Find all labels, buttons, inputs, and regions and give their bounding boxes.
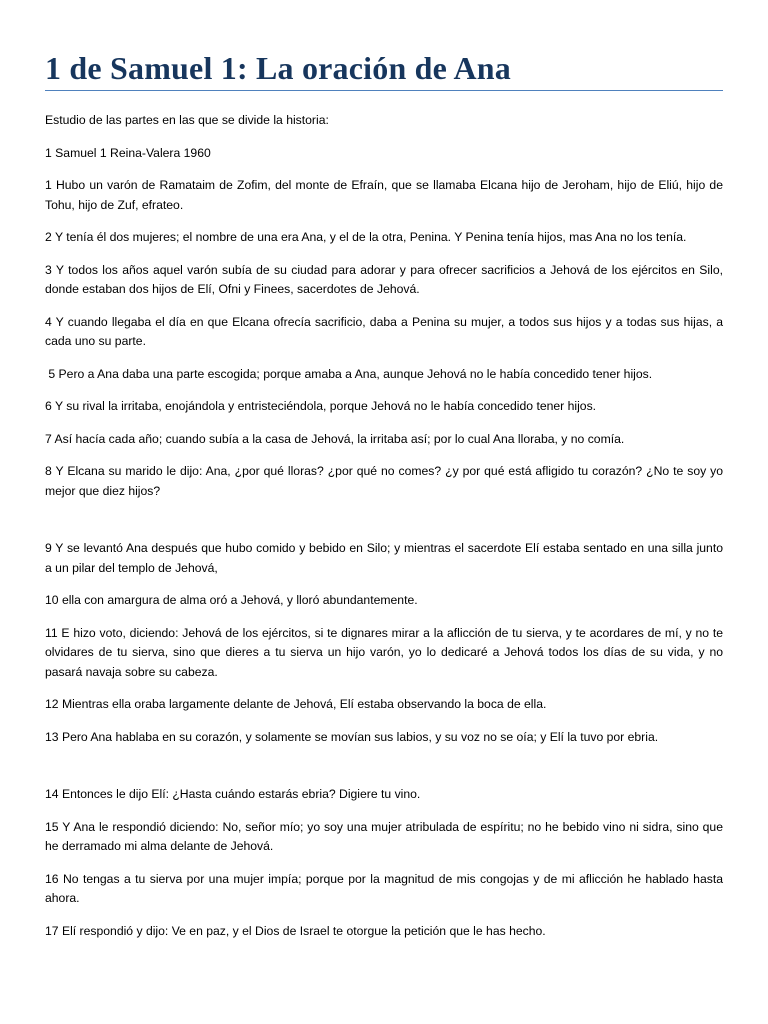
bible-version-line: 1 Samuel 1 Reina-Valera 1960 [45, 145, 211, 160]
verse-paragraph: 15 Y Ana le respondió diciendo: No, señor mío; yo soy una mujer atribulada de espíritu; no he bebido vino ni sidra, sino que he derramado mi alma delante de Jehová. [45, 819, 723, 853]
verse-paragraph: 2 Y tenía él dos mujeres; el nombre de una era Ana, y el de la otra, Penina. Y Penina tenía hijos, mas Ana no los tenía. [45, 230, 687, 244]
document-page [45, 0, 723, 954]
verse-paragraph: 12 Mientras ella oraba largamente delante de Jehová, Elí estaba observando la boca de ella. [45, 697, 547, 711]
document-body [45, 111, 723, 941]
verse-paragraph: 13 Pero Ana hablaba en su corazón, y solamente se movían sus labios, y su voz no se oía; y Elí la tuvo por ebria. [45, 729, 659, 744]
verse-paragraph: 5 Pero a Ana daba una parte escogida; porque amaba a Ana, aunque Jehová no le había concedido tener hijos. [45, 366, 653, 381]
verse-paragraph: 10 ella con amargura de alma oró a Jehová, y lloró abundantemente. [45, 593, 418, 607]
intro-paragraph: Estudio de las partes en las que se divide la historia: [45, 113, 329, 127]
verse-paragraph: 6 Y su rival la irritaba, enojándola y entristeciéndola, porque Jehová no le había concedido tener hijos. [45, 399, 597, 413]
verse-paragraph: 7 Así hacía cada año; cuando subía a la casa de Jehová, la irritaba así; por lo cual Ana lloraba, y no comía. [45, 431, 625, 446]
verse-paragraph: 3 Y todos los años aquel varón subía de su ciudad para adorar y para ofrecer sacrificios a Jehová de los ejércitos en Silo, donde estaban dos hijos de Elí, Ofni y Finees, sacerdotes de Jehová. [45, 262, 723, 296]
verse-paragraph: 9 Y se levantó Ana después que hubo comido y bebido en Silo; y mientras el sacerdote Elí estaba sentado en una silla junto a un pilar del templo de Jehová, [45, 541, 723, 575]
page-title: 1 de Samuel 1: La oración de Ana [45, 50, 511, 86]
verse-paragraph: 8 Y Elcana su marido le dijo: Ana, ¿por qué lloras? ¿por qué no comes? ¿y por qué está afligido tu corazón? ¿No te soy yo mejor que diez hijos? [45, 464, 723, 498]
verse-paragraph: 11 E hizo voto, diciendo: Jehová de los ejércitos, si te dignares mirar a la aflicción de tu sierva, y te acordares de mí, y no te olvidares de tu sierva, sino que dieres a tu sierva un hijo varón, yo lo dedicaré a Jehová todos los días de su vida, y no pasará navaja sobre su cabeza. [45, 625, 723, 679]
verse-paragraph: 1 Hubo un varón de Ramataim de Zofim, del monte de Efraín, que se llamaba Elcana hijo de Jeroham, hijo de Eliú, hijo de Tohu, hijo de Zuf, efrateo. [45, 178, 723, 212]
verse-paragraph: 16 No tengas a tu sierva por una mujer impía; porque por la magnitud de mis congojas y de mi aflicción he hablado hasta ahora. [45, 871, 723, 905]
verse-paragraph: 4 Y cuando llegaba el día en que Elcana ofrecía sacrificio, daba a Penina su mujer, a todos sus hijos y a todas sus hijas, a cada uno su parte. [45, 314, 723, 348]
verse-paragraph: 17 Elí respondió y dijo: Ve en paz, y el Dios de Israel te otorgue la petición que le has hecho. [45, 923, 546, 938]
verse-paragraph: 14 Entonces le dijo Elí: ¿Hasta cuándo estarás ebria? Digiere tu vino. [45, 787, 421, 801]
title-underline-divider [45, 90, 723, 91]
